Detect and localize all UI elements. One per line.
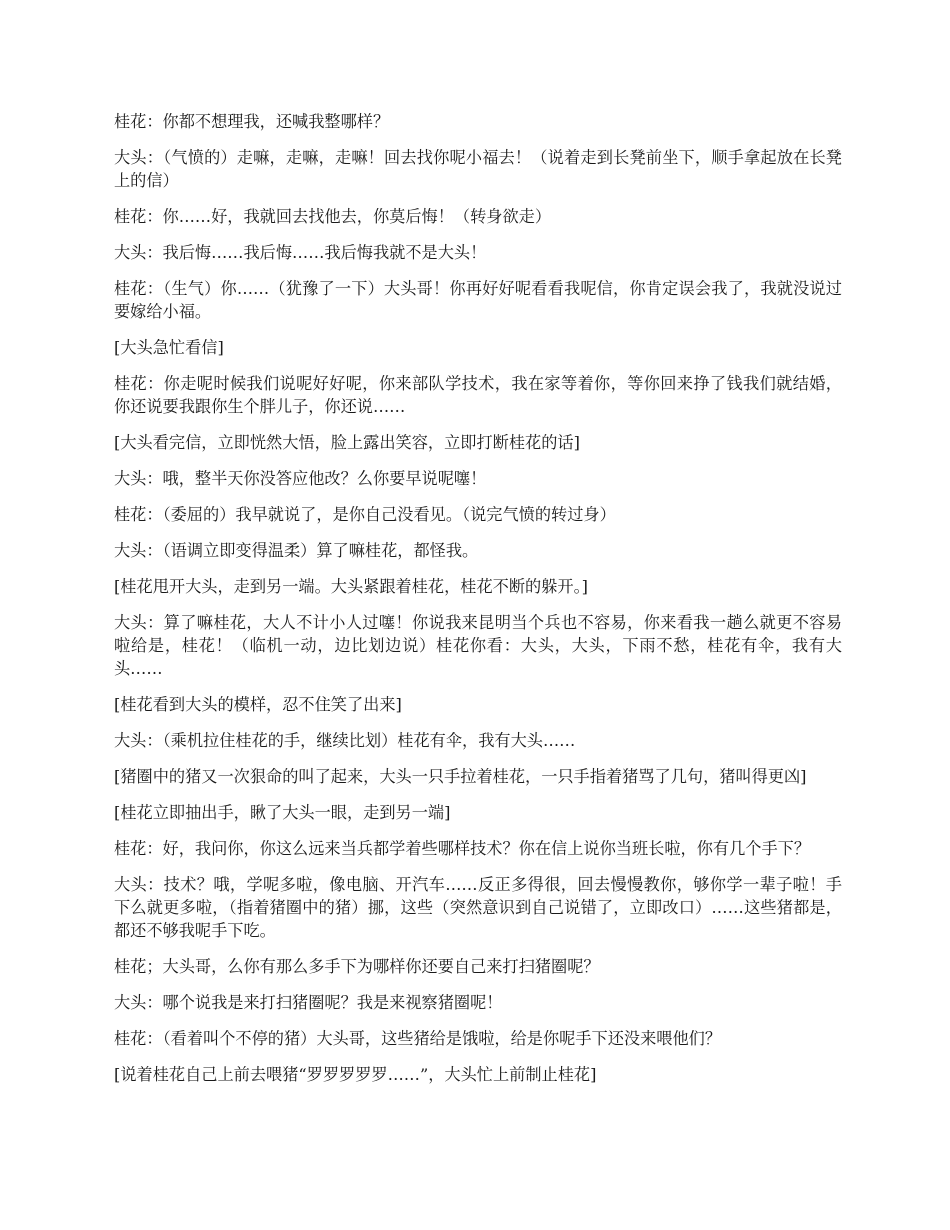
script-line: 桂花；大头哥，么你有那么多手下为哪样你还要自己来打扫猪圈呢？ bbox=[114, 957, 600, 976]
stage-direction: [大头急忙看信] bbox=[114, 338, 224, 357]
script-line: 大头：（语调立即变得温柔）算了嘛桂花，都怪我。 bbox=[114, 541, 479, 560]
script-line: 桂花：你……好，我就回去找他去，你莫后悔！（转身欲走） bbox=[114, 207, 552, 226]
stage-direction: [说着桂花自己上前去喂猪“罗罗罗罗罗……”，大头忙上前制止桂花] bbox=[114, 1065, 597, 1084]
stage-direction: [猪圈中的猪又一次狠命的叫了起来，大头一只手拉着桂花，一只手指着猪骂了几句，猪叫得更凶] bbox=[114, 767, 807, 786]
stage-direction: [桂花甩开大头，走到另一端。大头紧跟着桂花，桂花不断的躲开。] bbox=[114, 577, 588, 596]
script-line: 大头：哦，整半天你没答应他改？么你要早说呢噻！ bbox=[114, 469, 487, 488]
script-line: 大头：（乘机拉住桂花的手，继续比划）桂花有伞，我有大头…… bbox=[114, 731, 576, 750]
script-line: 桂花：（看着叫个不停的猪）大头哥，这些猪给是饿啦，给是你呢手下还没来喂他们？ bbox=[114, 1029, 722, 1048]
script-line: 桂花：好，我问你，你这么远来当兵都学着些哪样技术？你在信上说你当班长啦，你有几个手下？ bbox=[114, 839, 811, 858]
stage-direction: [桂花看到大头的模样，忍不住笑了出来] bbox=[114, 695, 402, 714]
script-line: 大头：技术？哦，学呢多啦，像电脑、开汽车……反正多得很，回去慢慢教你，够你学一辈子啦！手下么就更多啦，（指着猪圈中的猪）挪，这些（突然意识到自己说错了，立即改口）……这些猪都是，都还不够我呢手下吃。 bbox=[114, 875, 842, 940]
script-line: 大头：哪个说我是来打扫猪圈呢？我是来视察猪圈呢！ bbox=[114, 993, 503, 1012]
script-line: 大头：我后悔……我后悔……我后悔我就不是大头！ bbox=[114, 243, 487, 262]
script-line: 桂花：你走呢时候我们说呢好好呢，你来部队学技术，我在家等着你，等你回来挣了钱我们就结婚，你还说要我跟你生个胖儿子，你还说…… bbox=[114, 374, 842, 416]
stage-direction: [桂花立即抽出手，瞅了大头一眼，走到另一端] bbox=[114, 803, 451, 822]
script-line: 桂花：（委屈的）我早就说了，是你自己没看见。（说完气愤的转过身） bbox=[114, 505, 616, 524]
script-line: 大头：算了嘛桂花，大人不计小人过噻！你说我来昆明当个兵也不容易，你来看我一趟么就更不容易啦给是，桂花！（临机一动，边比划边说）桂花你看：大头，大头，下雨不愁，桂花有伞，我有大头…… bbox=[114, 613, 842, 678]
document-body bbox=[114, 110, 842, 1099]
script-line: 桂花：你都不想理我，还喊我整哪样？ bbox=[114, 112, 390, 131]
stage-direction: [大头看完信，立即恍然大悟，脸上露出笑容，立即打断桂花的话] bbox=[114, 433, 580, 452]
script-line: 桂花：（生气）你……（犹豫了一下）大头哥！你再好好呢看看我呢信，你肯定误会我了，我就没说过要嫁给小福。 bbox=[114, 279, 842, 321]
script-line: 大头：（气愤的）走嘛，走嘛，走嘛！回去找你呢小福去！（说着走到长凳前坐下，顺手拿起放在长凳上的信） bbox=[114, 148, 842, 190]
